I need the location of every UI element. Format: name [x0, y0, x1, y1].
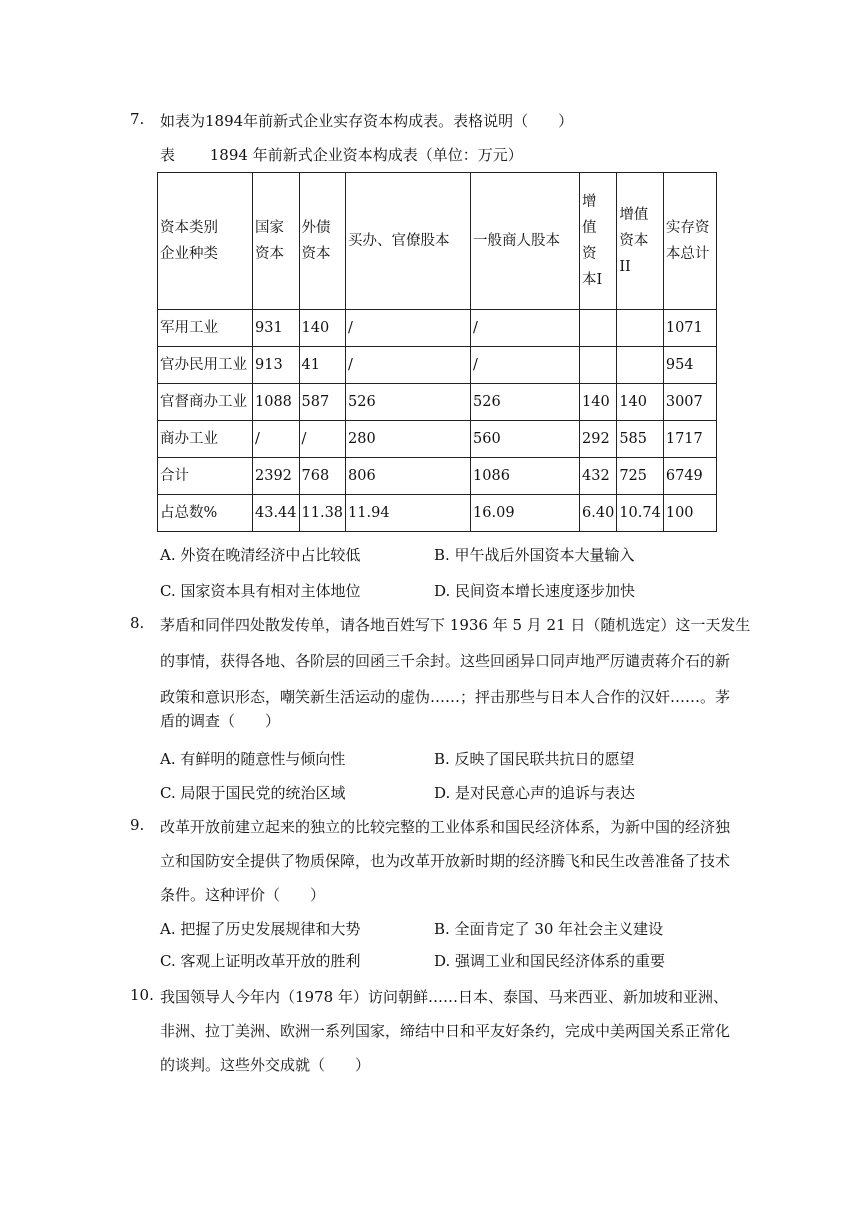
- q10-stem-line3: 的谈判。这些外交成就（ ）: [160, 1056, 371, 1074]
- table-header-row: [158, 173, 717, 310]
- q8-option-a[interactable]: A. 有鲜明的随意性与倾向性: [160, 750, 346, 768]
- table-row: 军用工业 931 140 / / 1071: [158, 310, 717, 347]
- table-row: 商办工业 / / 280 560 292 585 1717: [158, 421, 717, 458]
- header-merchant-shares: 一般商人股本: [471, 173, 580, 310]
- header-added-capital-2: 增值 资本 II: [617, 173, 664, 310]
- table-row: 官督商办工业 1088 587 526 526 140 140 3007: [158, 384, 717, 421]
- q9-stem-line1: 改革开放前建立起来的独立的比较完整的工业体系和国民经济体系，为新中国的经济独: [160, 818, 731, 836]
- q7-option-a[interactable]: A. 外资在晚清经济中占比较低: [160, 546, 361, 564]
- header-comprador-shares: 买办、官僚股本: [346, 173, 471, 310]
- table-row: 官办民用工业 913 41 / / 954: [158, 347, 717, 384]
- q8-stem-line1: 茅盾和同伴四处散发传单，请各地百姓写下 1936 年 5 月 21 日（随机选定）这一天发生: [160, 616, 751, 634]
- q7-option-c[interactable]: C. 国家资本具有相对主体地位: [160, 582, 361, 600]
- header-added-capital-1: 增 值 资 本I: [580, 173, 617, 310]
- header-total: 实存资 本总计: [663, 173, 716, 310]
- q7-number: 7.: [130, 110, 145, 128]
- q9-option-d[interactable]: D. 强调工业和国民经济体系的重要: [434, 952, 666, 970]
- capital-table: [157, 172, 717, 532]
- table-row: 合计 2392 768 806 1086 432 725 6749: [158, 458, 717, 495]
- table-caption: 表 1894 年前新式企业资本构成表（单位：万元）: [160, 146, 523, 164]
- q10-stem-line1: 我国领导人今年内（1978 年）访问朝鲜……日本、泰国、马来西亚、新加坡和亚洲、: [160, 988, 728, 1006]
- q9-number: 9.: [130, 816, 145, 834]
- q10-stem-line2: 非洲、拉丁美洲、欧洲一系列国家，缔结中日和平友好条约，完成中美两国关系正常化: [160, 1022, 731, 1040]
- q8-option-c[interactable]: C. 局限于国民党的统治区域: [160, 784, 346, 802]
- table-row: 占总数% 43.44 11.38 11.94 16.09 6.40 10.74 100: [158, 495, 717, 532]
- q7-stem: 如表为1894年前新式企业实存资本构成表。表格说明（ ）: [160, 112, 574, 130]
- q9-option-c[interactable]: C. 客观上证明改革开放的胜利: [160, 952, 361, 970]
- q8-stem-line2: 的事情，获得各地、各阶层的回函三千余封。这些回函异口同声地严厉谴责蒋介石的新: [160, 652, 731, 670]
- q8-option-b[interactable]: B. 反映了国民联共抗日的愿望: [434, 750, 635, 768]
- q8-stem-line3: 政策和意识形态，嘲笑新生活运动的虚伪……；抨击那些与日本人合作的汉奸……。茅: [160, 688, 731, 706]
- q9-stem-line2: 立和国防安全提供了物质保障，也为改革开放新时期的经济腾飞和民生改善准备了技术: [160, 852, 731, 870]
- q9-stem-line3: 条件。这种评价（ ）: [160, 886, 326, 904]
- header-state-capital: 国家 资本: [253, 173, 300, 310]
- q7-option-b[interactable]: B. 甲午战后外国资本大量输入: [434, 546, 635, 564]
- q8-stem-line4: 盾的调查（ ）: [160, 712, 281, 730]
- q10-number: 10.: [130, 986, 154, 1004]
- q9-option-b[interactable]: B. 全面肯定了 30 年社会主义建设: [434, 920, 664, 938]
- q8-option-d[interactable]: D. 是对民意心声的追诉与表达: [434, 784, 636, 802]
- header-foreign-debt: 外债 资本: [299, 173, 346, 310]
- q7-option-d[interactable]: D. 民间资本增长速度逐步加快: [434, 582, 636, 600]
- q9-option-a[interactable]: A. 把握了历史发展规律和大势: [160, 920, 361, 938]
- header-category: 资本类别 企业种类: [158, 173, 253, 310]
- q8-number: 8.: [130, 614, 145, 632]
